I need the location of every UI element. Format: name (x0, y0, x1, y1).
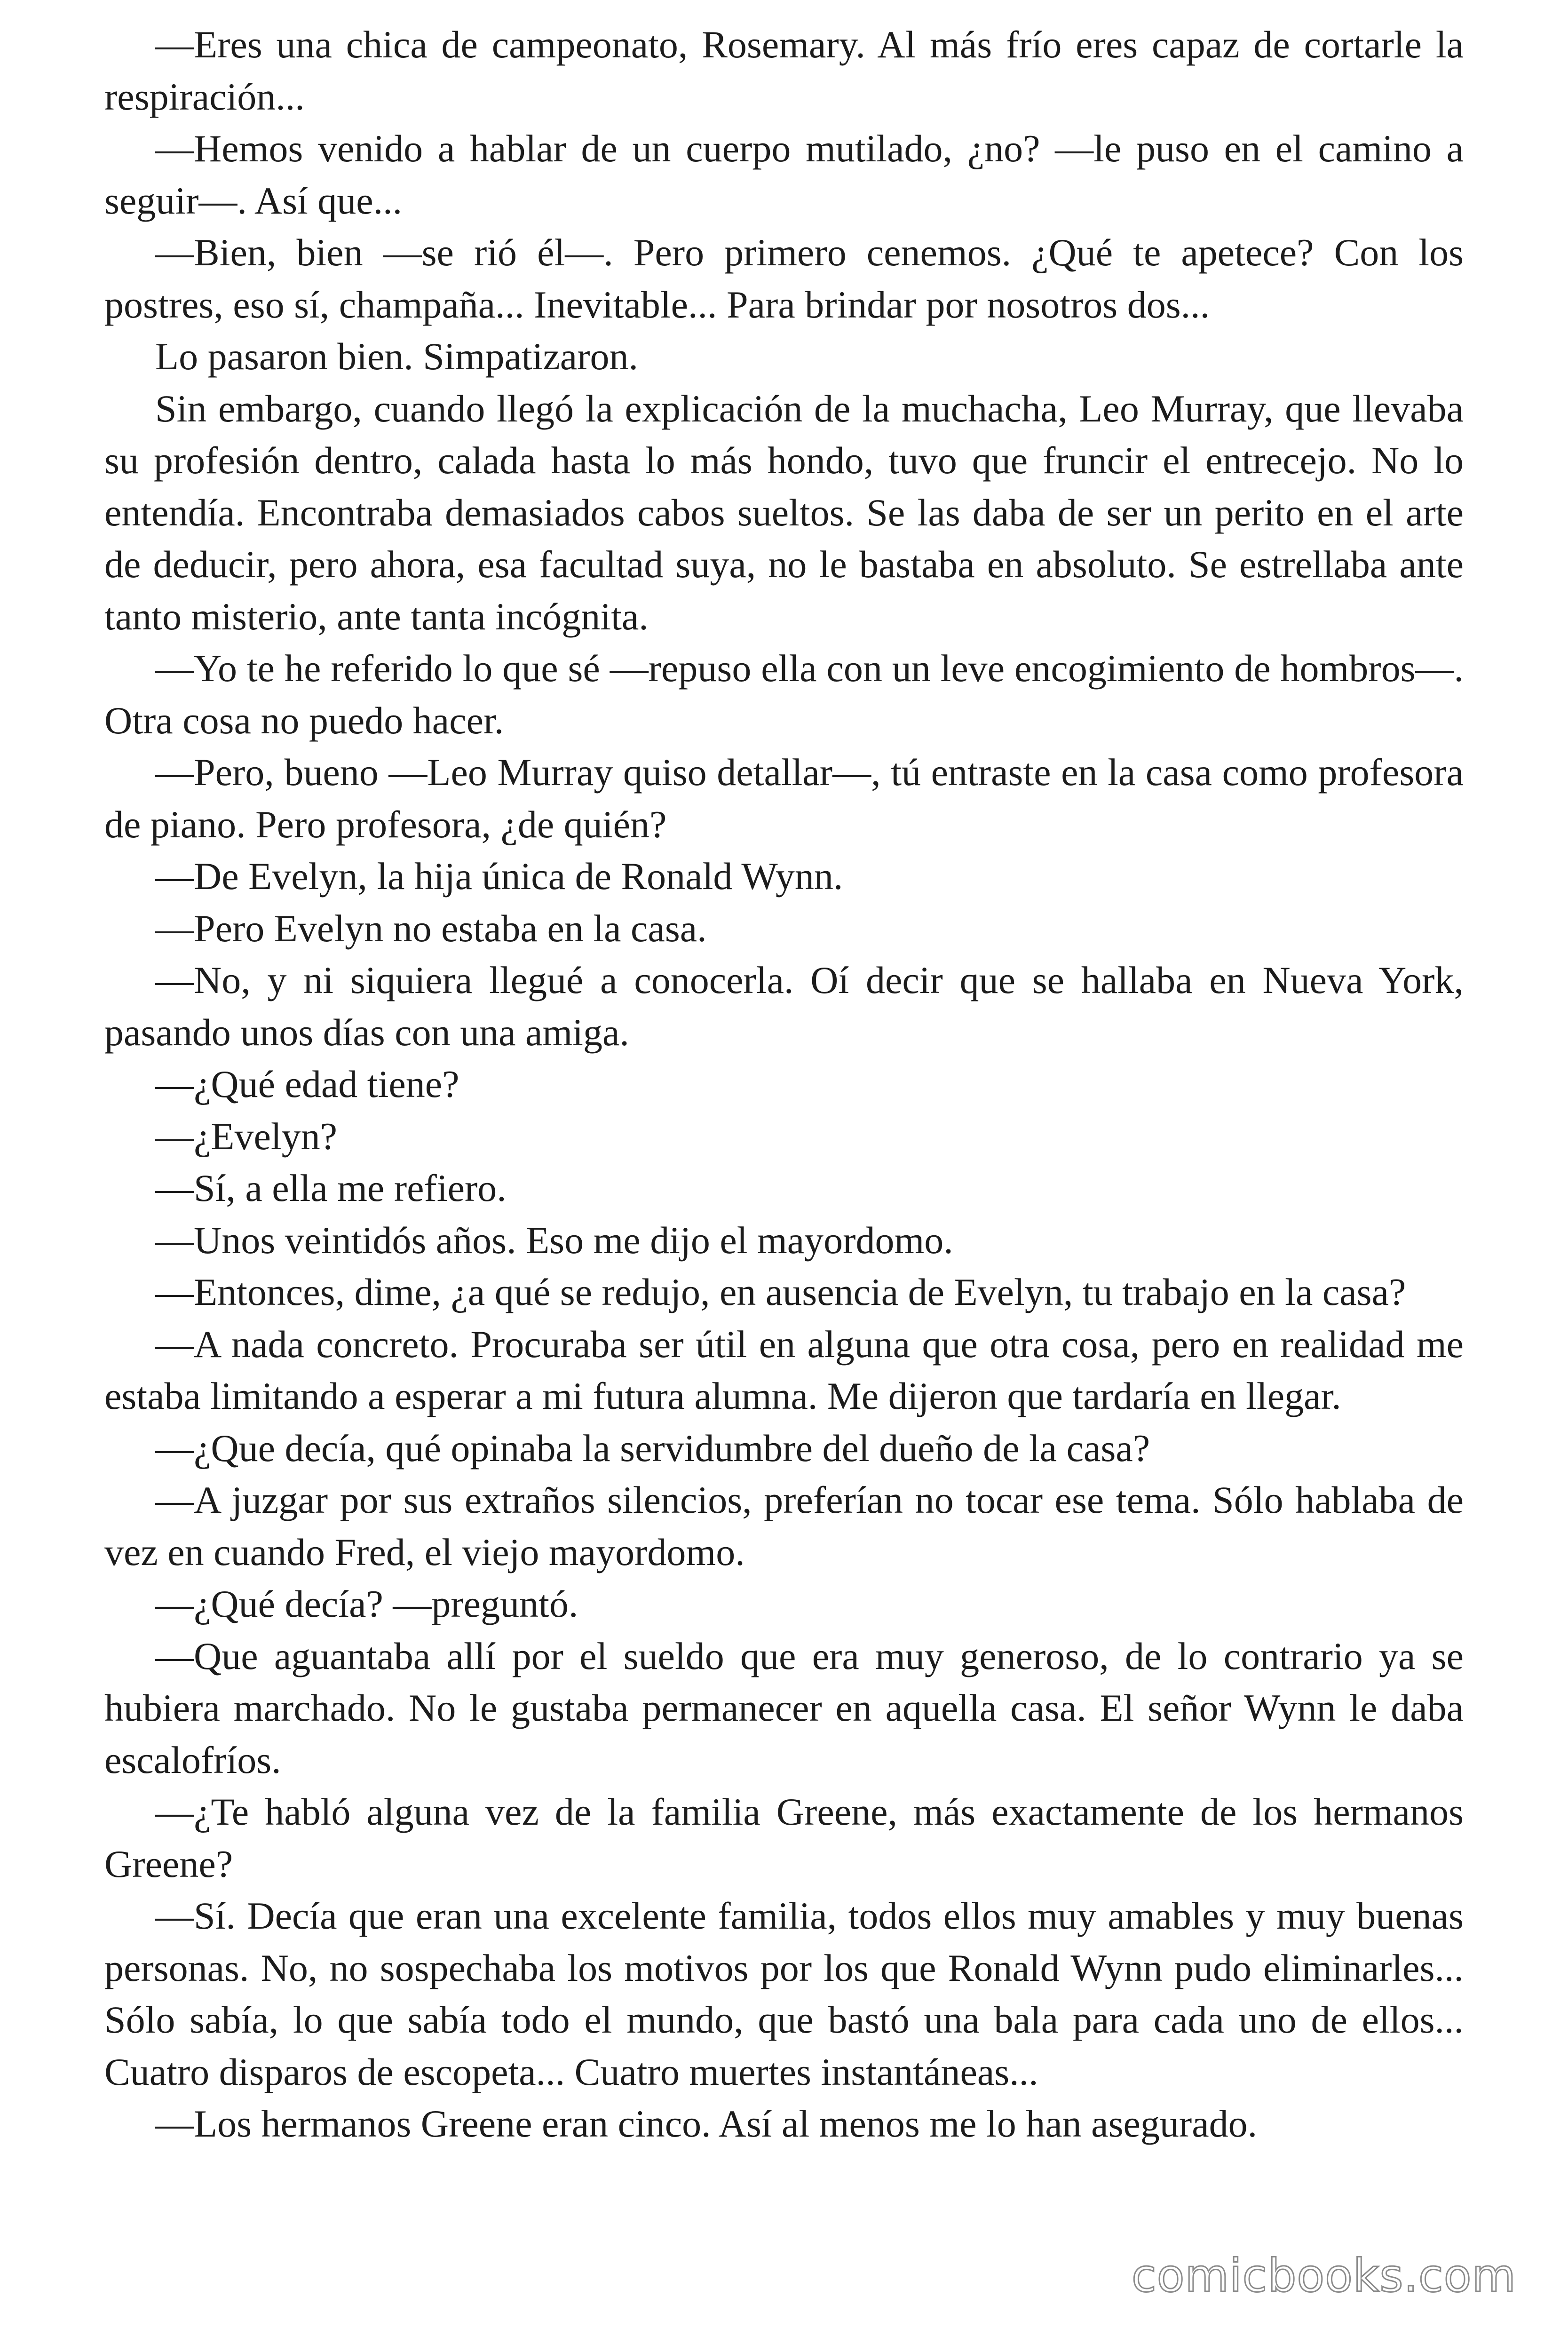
paragraph: Sin embargo, cuando llegó la explicación de la muchacha, Leo Murray, que llevaba su profesión dentro, calada hasta lo más hondo, tuvo que fruncir el entrecejo. No lo entendía. Encontraba demasiados cabos sueltos. Se las daba de ser un perito en el arte de deducir, pero ahora, esa facultad suya, no le bastaba en absoluto. Se estrellaba ante tanto misterio, ante tanta incógnita. (104, 387, 1464, 638)
watermark: comicbooks.com (1131, 2249, 1516, 2302)
paragraph: —A juzgar por sus extraños silencios, preferían no tocar ese tema. Sólo hablaba de vez en cuando Fred, el viejo mayordomo. (104, 1478, 1464, 1573)
paragraph: —Los hermanos Greene eran cinco. Así al menos me lo han asegurado. (155, 2102, 1258, 2145)
paragraph: —Entonces, dime, ¿a qué se redujo, en ausencia de Evelyn, tu trabajo en la casa? (155, 1271, 1406, 1313)
paragraph: —De Evelyn, la hija única de Ronald Wynn. (155, 855, 843, 898)
paragraph: —Unos veintidós años. Eso me dijo el mayordomo. (155, 1218, 953, 1262)
paragraph: Lo pasaron bien. Simpatizaron. (155, 335, 639, 378)
paragraph: —Hemos venido a hablar de un cuerpo mutilado, ¿no? —le puso en el camino a seguir—. Así que... (104, 127, 1464, 222)
paragraph: —A nada concreto. Procuraba ser útil en alguna que otra cosa, pero en realidad me estaba limitando a esperar a mi futura alumna. Me dijeron que tardaría en llegar. (104, 1322, 1464, 1417)
paragraph: —Yo te he referido lo que sé —repuso ella con un leve encogimiento de hombros—. Otra cosa no puedo hacer. (104, 647, 1464, 742)
paragraph: —Pero Evelyn no estaba en la casa. (155, 906, 707, 950)
paragraph: —Eres una chica de campeonato, Rosemary. Al más frío eres capaz de cortarle la respiración... (104, 23, 1464, 118)
paragraph: —Pero, bueno —Leo Murray quiso detallar—, tú entraste en la casa como profesora de piano. Pero profesora, ¿de quién? (104, 751, 1464, 846)
paragraph: —¿Que decía, qué opinaba la servidumbre del dueño de la casa? (155, 1426, 1150, 1470)
paragraph: —Sí, a ella me refiero. (155, 1167, 507, 1209)
paragraph: —Que aguantaba allí por el sueldo que era muy generoso, de lo contrario ya se hubiera marchado. No le gustaba permanecer en aquella casa. El señor Wynn le daba escalofríos. (104, 1634, 1464, 1781)
paragraph: —Bien, bien —se rió él—. Pero primero cenemos. ¿Qué te apetece? Con los postres, eso sí, champaña... Inevitable... Para brindar por nosotros dos... (104, 231, 1464, 326)
paragraph: —Sí. Decía que eran una excelente familia, todos ellos muy amables y muy buenas personas. No, no sospechaba los motivos por los que Ronald Wynn pudo eliminarles... Sólo sabía, lo que sabía todo el mundo, que bastó una bala para cada uno de ellos... Cuatro disparos de escopeta... Cuatro muertes instantáneas... (104, 1894, 1464, 2093)
paragraph: —¿Evelyn? (155, 1114, 338, 1158)
paragraph: —¿Qué edad tiene? (155, 1063, 459, 1105)
paragraph: —¿Te habló alguna vez de la familia Greene, más exactamente de los hermanos Greene? (104, 1790, 1464, 1885)
page-text (104, 19, 1464, 2150)
paragraph: —¿Qué decía? —preguntó. (155, 1582, 578, 1625)
paragraph: —No, y ni siquiera llegué a conocerla. Oí decir que se hallaba en Nueva York, pasando unos días con una amiga. (104, 959, 1464, 1054)
